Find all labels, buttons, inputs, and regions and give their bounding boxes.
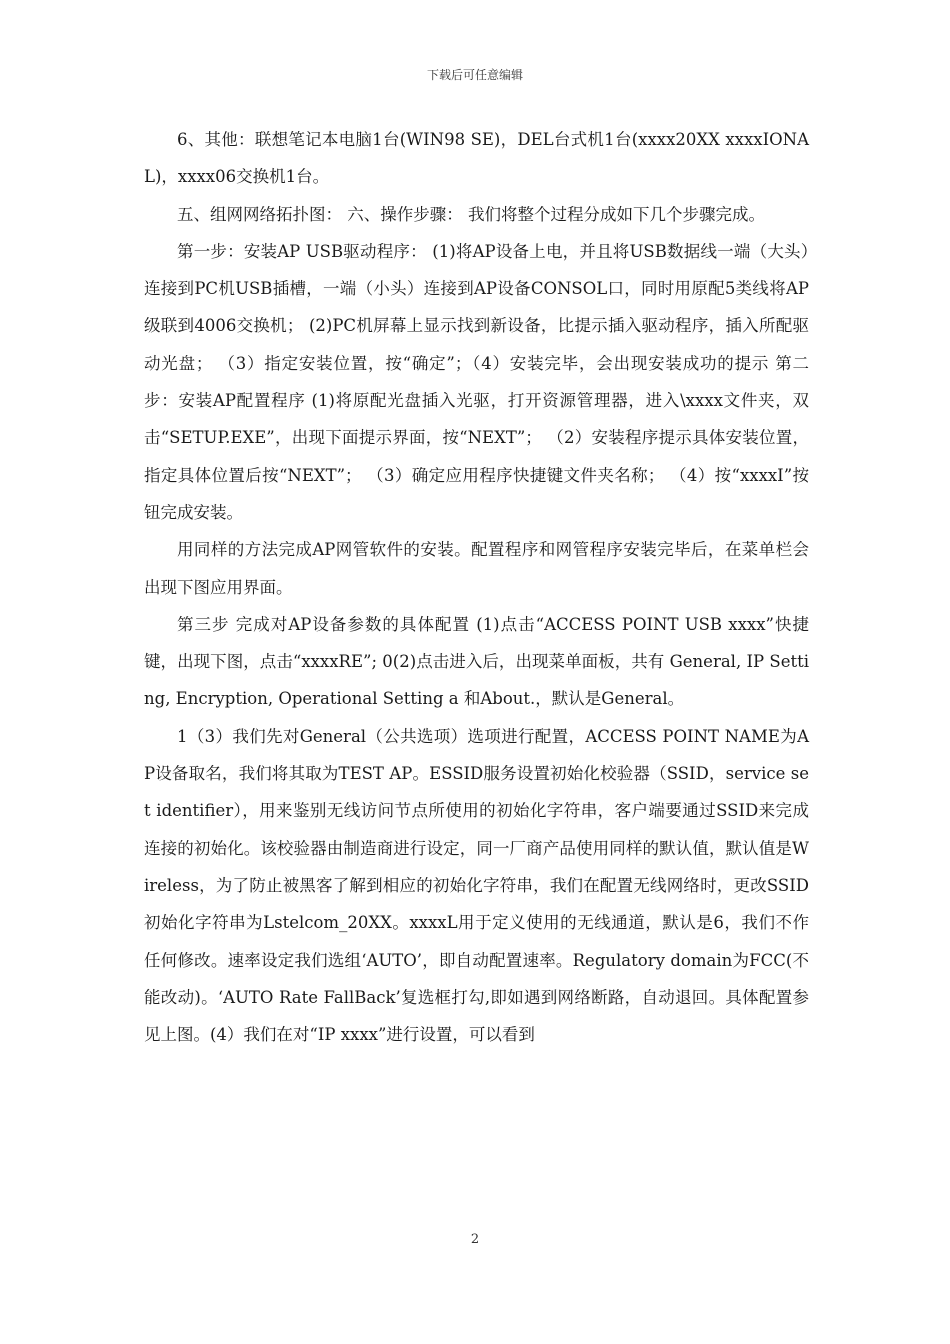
paragraph-step-one-two: 第一步：安装AP USB驱动程序： (1)将AP设备上电，并且将USB数据线一端（大头）连接到PC机USB插槽，一端（小头）连接到AP设备CONSOL口，同时用原配5类线将AP级联到4006交换机； (2)PC机屏幕上显示找到新设备，比提示插入驱动程序，插入所配驱动光盘； （3）指定安装位置，按“确定”；（4）安装完毕，会出现安装成功的提示 第二步：安装AP配置程序 (1)将原配光盘插入光驱，打开资源管理器，进入\xxxx文件夹，双击“SETUP.EXE”，出现下面提示界面，按“NEXT”； （2）安装程序提示具体安装位置，指定具体位置后按“NEXT”； （3）确定应用程序快捷键文件夹名称； （4）按“xxxxI”按钮完成安装。 bbox=[144, 241, 809, 522]
page-number: 2 bbox=[470, 1232, 480, 1247]
paragraph-management-software: 用同样的方法完成AP网管软件的安装。配置程序和网管程序安装完毕后，在菜单栏会出现下图应用界面。 bbox=[144, 540, 809, 597]
paragraph-step-three: 第三步 完成对AP设备参数的具体配置 (1)点击“ACCESS POINT USB xxxx”快捷键，出现下图，点击“xxxxRE”; 0(2)点击进入后，出现菜单面板，共有 General, IP Setting, Encryption, Operational Setting a 和About.，默认是General。 bbox=[144, 614, 809, 709]
document-body bbox=[144, 121, 809, 1053]
paragraph-general-config: 1（3）我们先对General（公共选项）选项进行配置，ACCESS POINT NAME为AP设备取名，我们将其取为TEST AP。ESSID服务设置初始化校验器（SSID，service set identifier），用来鉴别无线访问节点所使用的初始化字符串，客户端要通过SSID来完成连接的初始化。该校验器由制造商进行设定，同一厂商产品使用同样的默认值，默认值是Wireless，为了防止被黑客了解到相应的初始化字符串，我们在配置无线网络时，更改SSID初始化字符串为Lstelcom_20XX。xxxxL用于定义使用的无线通道，默认是6，我们不作任何修改。速率设定我们选组‘AUTO’，即自动配置速率。Regulatory domain为FCC(不能改动)。‘AUTO Rate FallBack’复选框打勾,即如遇到网络断路，自动退回。具体配置参见上图。(4）我们在对“IP xxxx”进行设置，可以看到 bbox=[144, 726, 809, 1045]
paragraph-topology-steps: 五、组网网络拓扑图： 六、操作步骤： 我们将整个过程分成如下几个步骤完成。 bbox=[177, 204, 765, 224]
page-header-note: 下载后可任意编辑 bbox=[426, 68, 523, 82]
paragraph-other-equipment: 6、其他：联想笔记本电脑1台(WIN98 SE)，DEL台式机1台(xxxx20XX xxxxIONAL)，xxxx06交换机1台。 bbox=[144, 130, 809, 187]
